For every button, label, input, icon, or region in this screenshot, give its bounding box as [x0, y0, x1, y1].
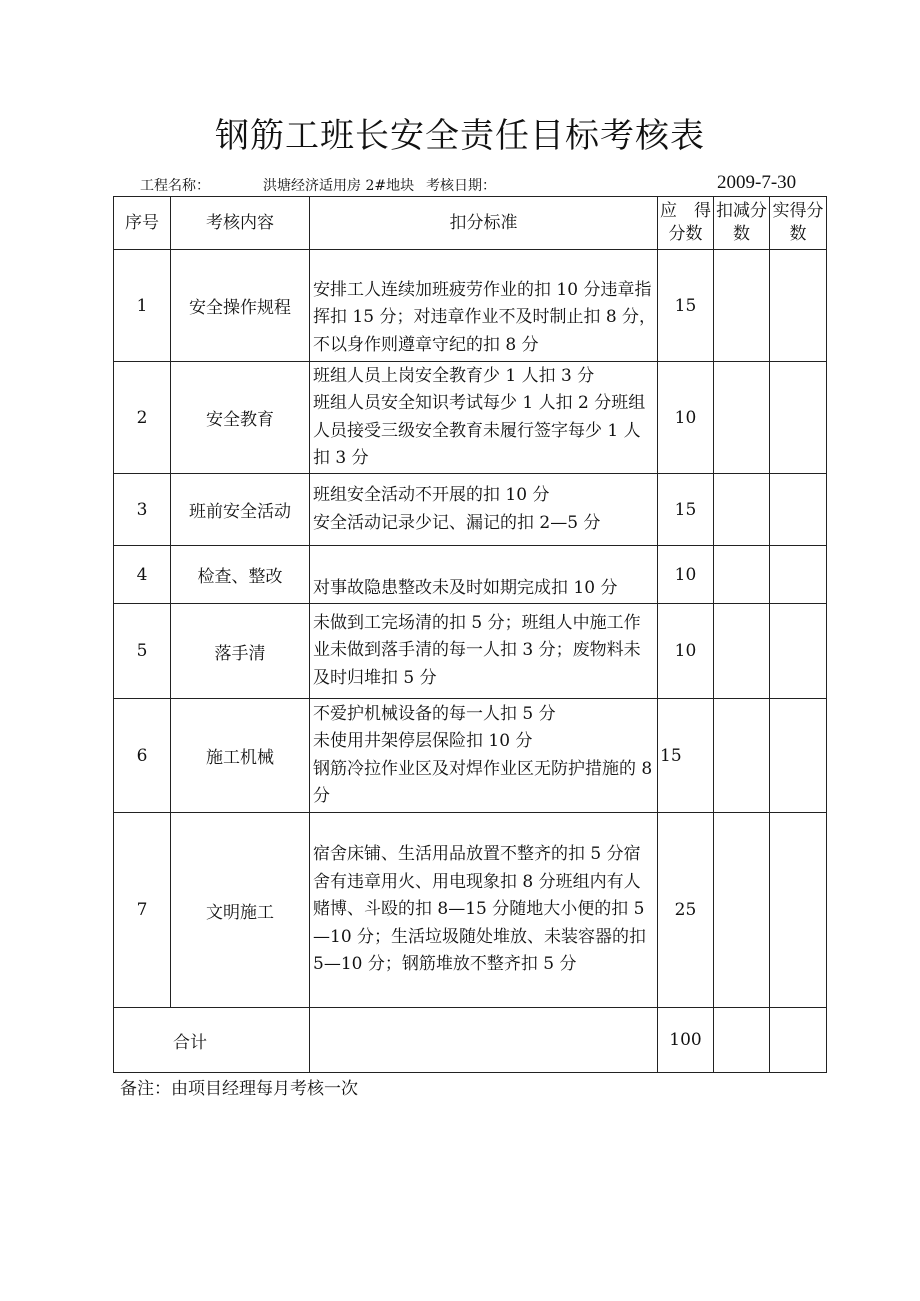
row-actual: [770, 699, 827, 813]
page-title: 钢筋工班长安全责任目标考核表: [215, 116, 705, 156]
standard-line: 班组人员上岗安全教育少 1 人扣 3 分 班组人员安全知识考试每少 1 人扣 2 分班组人员接受三级安全教育未履行签字每少 1 人扣 3 分: [313, 365, 646, 468]
row-actual: [770, 250, 827, 362]
row-standard: [310, 699, 658, 813]
row-standard: [310, 474, 658, 546]
date-label: 考核日期：: [426, 178, 496, 194]
row-standard: 宿舍床铺、生活用品放置不整齐的扣 5 分宿舍有违章用火、用电现象扣 8 分班组内有人赌博、斗殴的扣 8—15 分随地大小便的扣 5—10 分；生活垃圾随处堆放、未装容器的扣 5—10 分；钢筋堆放不整齐扣 5 分: [310, 813, 658, 1008]
table-row: [114, 699, 827, 813]
row-no: 7: [114, 813, 171, 1008]
row-deduct: [714, 474, 770, 546]
row-content: 安全操作规程: [171, 250, 310, 362]
row-no: 6: [114, 699, 171, 813]
row-no: 4: [114, 546, 171, 604]
row-content: 文明施工: [171, 813, 310, 1008]
row-points: 25: [658, 813, 714, 1008]
row-standard: [310, 362, 658, 474]
row-deduct: [714, 546, 770, 604]
row-actual: [770, 546, 827, 604]
table-row: [114, 362, 827, 474]
total-actual: [770, 1008, 827, 1073]
table-row: [114, 474, 827, 546]
total-standard: [310, 1008, 658, 1073]
project-label: 工程名称：: [140, 178, 210, 194]
standard-line: 不爱护机械设备的每一人扣 5 分 未使用井架停层保险扣 10 分 钢筋冷拉作业区及对焊作业区无防护措施的 8 分: [313, 703, 653, 806]
row-no: 1: [114, 250, 171, 362]
row-standard: 安排工人连续加班疲劳作业的扣 10 分违章指挥扣 15 分；对违章作业不及时制止扣 8 分，不以身作则遵章守纪的扣 8 分: [310, 250, 658, 362]
table-row: [114, 546, 827, 604]
row-points: 15: [658, 250, 714, 362]
row-no: 2: [114, 362, 171, 474]
total-row: [114, 1008, 827, 1073]
row-content: 安全教育: [171, 362, 310, 474]
header-deduct: 扣减分数: [714, 197, 770, 250]
row-content: 班前安全活动: [171, 474, 310, 546]
total-points: 100: [658, 1008, 714, 1073]
project-name: 洪塘经济适用房 2#地块: [263, 178, 415, 194]
row-points: 10: [658, 604, 714, 699]
row-no: 3: [114, 474, 171, 546]
header-row: [114, 197, 827, 250]
row-deduct: [714, 699, 770, 813]
row-no: 5: [114, 604, 171, 699]
header-standard: 扣分标准: [310, 197, 658, 250]
row-deduct: [714, 604, 770, 699]
header-no: 序号: [114, 197, 171, 250]
row-content: 施工机械: [171, 699, 310, 813]
row-deduct: [714, 362, 770, 474]
row-points: 15: [658, 474, 714, 546]
row-deduct: [714, 813, 770, 1008]
table-row: [114, 604, 827, 699]
header-content: 考核内容: [171, 197, 310, 250]
row-actual: [770, 474, 827, 546]
table-row: [114, 813, 827, 1008]
row-points: 10: [658, 546, 714, 604]
row-standard: 对事故隐患整改未及时如期完成扣 10 分: [310, 546, 658, 604]
header-points: 应 得分数: [658, 197, 714, 250]
row-actual: [770, 362, 827, 474]
row-content: 检查、整改: [171, 546, 310, 604]
row-content: 落手清: [171, 604, 310, 699]
assessment-table: [113, 196, 827, 1073]
assessment-date: 2009-7-30: [717, 172, 797, 193]
row-points: 10: [658, 362, 714, 474]
row-deduct: [714, 250, 770, 362]
standard-line: 班组安全活动不开展的扣 10 分 安全活动记录少记、漏记的扣 2—5 分: [313, 485, 601, 533]
row-standard: 未做到工完场清的扣 5 分；班组人中施工作业未做到落手清的每一人扣 3 分；废物料未及时归堆扣 5 分: [310, 604, 658, 699]
table-row: [114, 250, 827, 362]
total-label: 合计: [114, 1008, 310, 1073]
footnote: 备注：由项目经理每月考核一次: [120, 1079, 358, 1099]
header-actual: 实得分数: [770, 197, 827, 250]
row-actual: [770, 813, 827, 1008]
row-points: 15: [658, 699, 714, 813]
row-actual: [770, 604, 827, 699]
total-deduct: [714, 1008, 770, 1073]
